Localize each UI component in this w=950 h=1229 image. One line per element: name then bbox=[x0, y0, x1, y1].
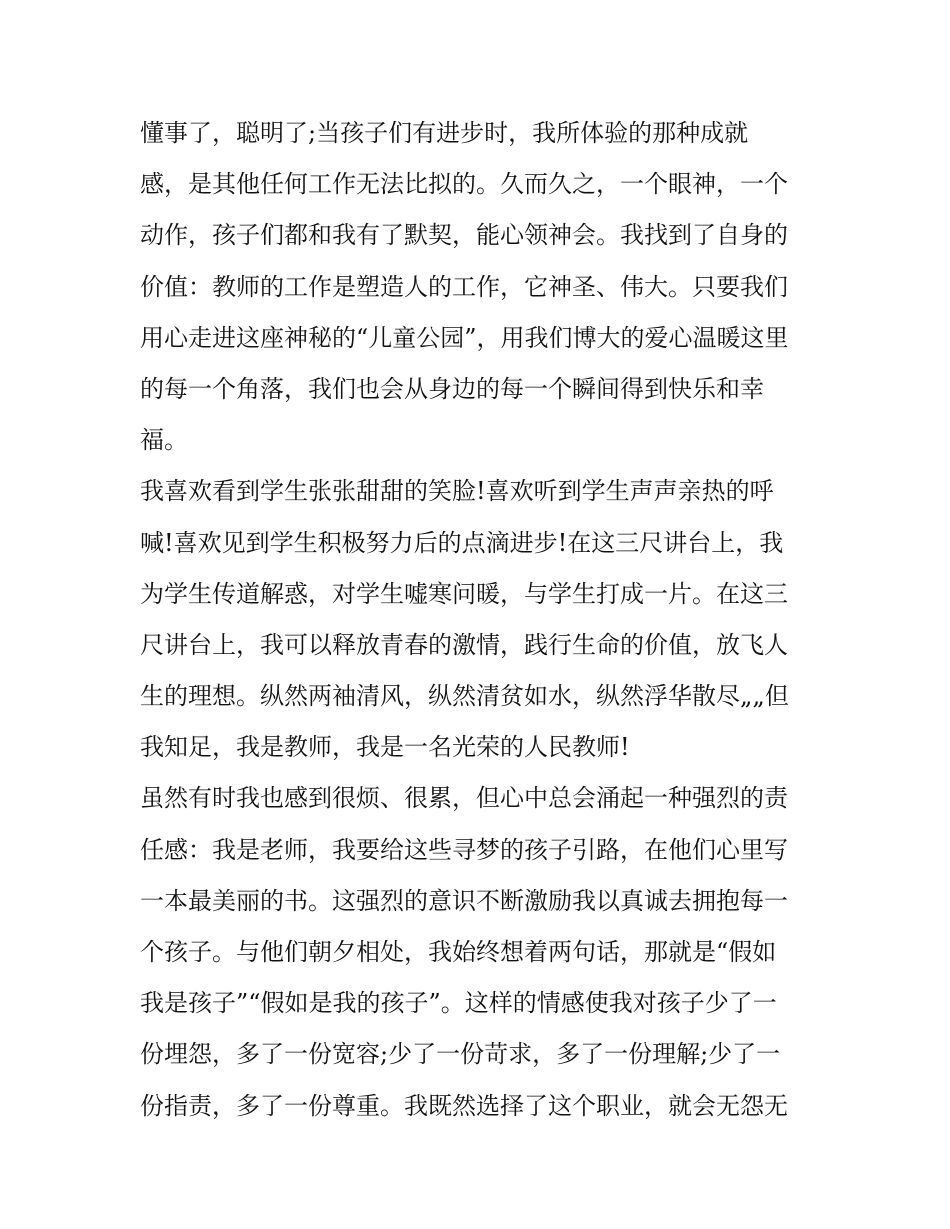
text-line: 为学生传道解惑，对学生嘘寒问暖，与学生打成一片。在这三 bbox=[140, 579, 788, 608]
text-line: 份指责，多了一份尊重。我既然选择了这个职业，就会无怨无 bbox=[140, 1091, 788, 1120]
text-line: 我喜欢看到学生张张甜甜的笑脸!喜欢听到学生声声亲热的呼 bbox=[140, 477, 774, 506]
text-line: 我是孩子”“假如是我的孩子”。这样的情感使我对孩子少了一 bbox=[140, 989, 777, 1018]
text-line: 感，是其他任何工作无法比拟的。久而久之，一个眼神，一个 bbox=[140, 170, 788, 199]
text-line: 价值：教师的工作是塑造人的工作，它神圣、伟大。只要我们 bbox=[140, 272, 788, 301]
text-line: 福。 bbox=[140, 426, 188, 455]
text-line: 动作，孩子们都和我有了默契，能心领神会。我找到了自身的 bbox=[140, 221, 788, 250]
text-line: 生的理想。纵然两袖清风，纵然清贫如水，纵然浮华散尽„„但 bbox=[140, 682, 789, 711]
body-text bbox=[140, 108, 820, 1132]
text-line: 个孩子。与他们朝夕相处，我始终想着两句话，那就是“假如 bbox=[140, 938, 777, 966]
text-line: 份埋怨，多了一份宽容;少了一份苛求，多了一份理解;少了一 bbox=[140, 1040, 781, 1069]
text-line: 懂事了，聪明了;当孩子们有进步时，我所体验的那种成就 bbox=[140, 119, 749, 147]
text-line: 我知足，我是教师，我是一名光荣的人民教师! bbox=[140, 733, 630, 762]
text-line: 用心走进这座神秘的“儿童公园”，用我们博大的爱心温暖这里 bbox=[140, 323, 789, 352]
text-line: 任感：我是老师，我要给这些寻梦的孩子引路，在他们心里写 bbox=[140, 835, 788, 864]
text-line: 喊!喜欢见到学生积极努力后的点滴进步!在这三尺讲台上，我 bbox=[140, 528, 784, 557]
text-line: 虽然有时我也感到很烦、很累，但心中总会涌起一种强烈的责 bbox=[140, 784, 788, 813]
text-line: 尺讲台上，我可以释放青春的激情，践行生命的价值，放飞人 bbox=[140, 630, 788, 659]
text-line: 的每一个角落，我们也会从身边的每一个瞬间得到快乐和幸 bbox=[140, 374, 764, 403]
text-line: 一本最美丽的书。这强烈的意识不断激励我以真诚去拥抱每一 bbox=[140, 886, 788, 915]
